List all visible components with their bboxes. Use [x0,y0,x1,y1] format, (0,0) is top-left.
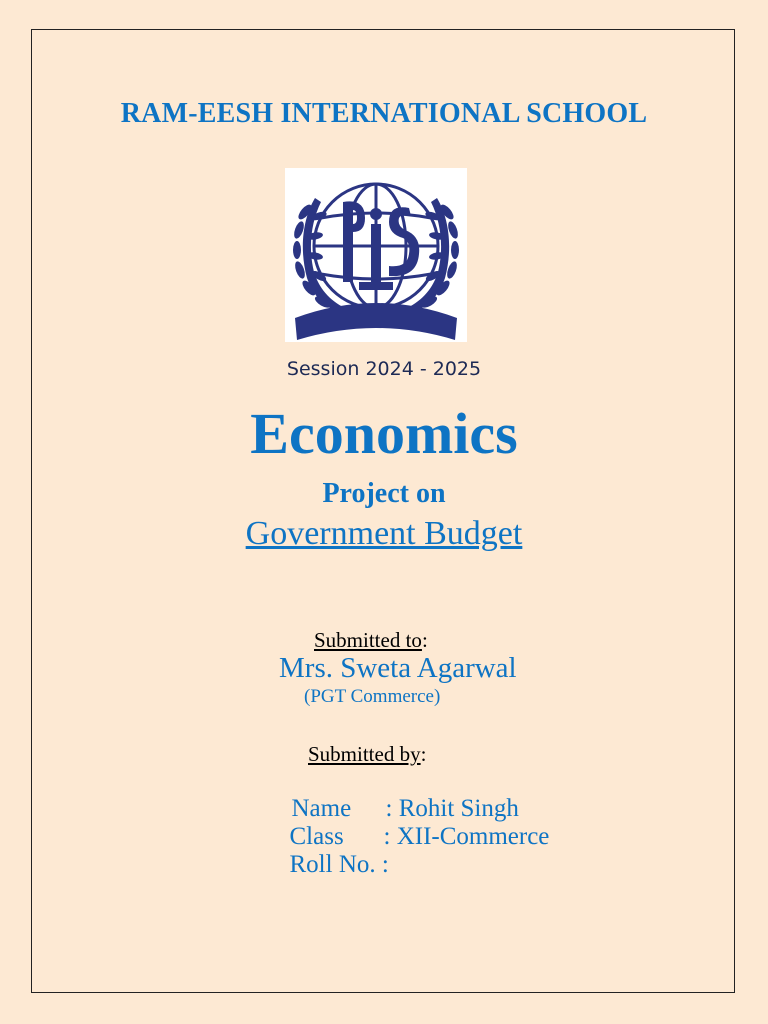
teacher-name: Mrs. Sweta Agarwal [279,652,517,684]
subject-title: Economics [250,401,518,466]
student-name-value: : Rohit Singh [385,795,519,822]
submitted-by-label [308,742,426,767]
project-prefix: Project on [322,478,446,509]
student-roll-key: Roll No. [289,851,376,878]
student-name-key: Name [291,795,352,822]
submitted-by-text: Submitted by [308,742,421,766]
student-class-value: : XII-Commerce [383,823,550,850]
student-roll-row [277,823,389,879]
school-name: RAM-EESH INTERNATIONAL SCHOOL [120,98,648,129]
student-class-key: Class [289,823,344,850]
project-title: Government Budget [245,515,523,552]
teacher-role: (PGT Commerce) [304,686,441,707]
submitted-to-label [314,628,428,653]
school-logo [285,168,467,342]
submitted-to-text: Submitted to [314,628,422,652]
submitted-to-colon: : [421,628,428,652]
session-text: Session 2024 - 2025 [286,358,482,380]
submitted-by-colon: : [420,742,427,766]
student-roll-value: : [381,851,389,878]
